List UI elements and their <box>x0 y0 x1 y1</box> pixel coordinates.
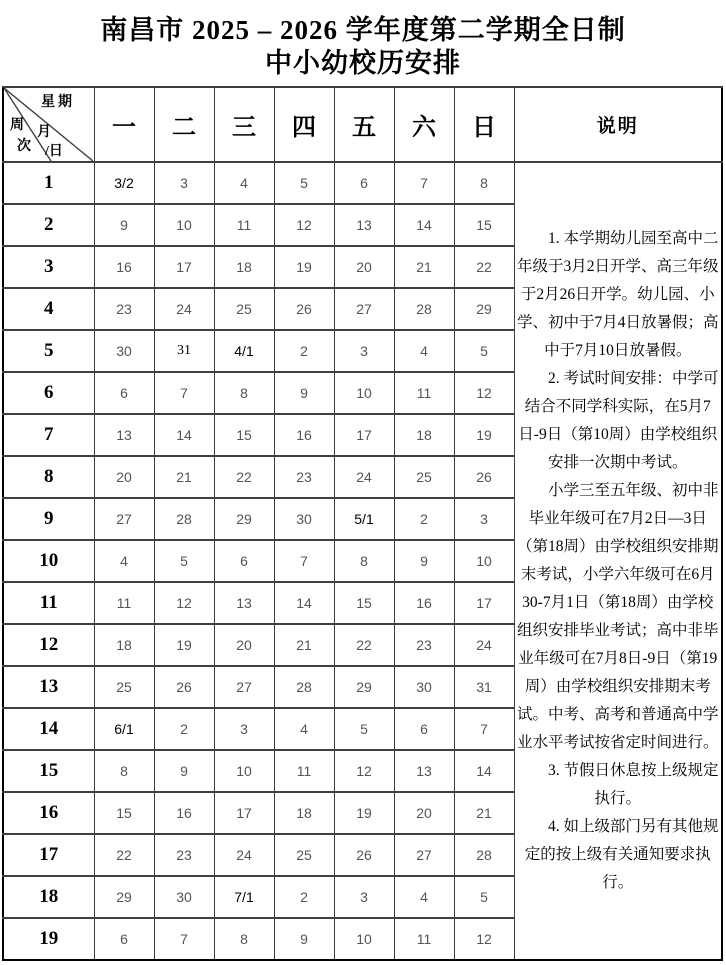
date-cell: 23 <box>94 288 154 330</box>
date-cell: 24 <box>214 834 274 876</box>
date-cell: 8 <box>214 372 274 414</box>
date-cell: 13 <box>394 750 454 792</box>
date-cell: 11 <box>394 918 454 960</box>
date-cell: 2 <box>394 498 454 540</box>
header-row <box>3 87 722 162</box>
date-cell: 29 <box>334 666 394 708</box>
day-header-tue: 二 <box>154 87 214 162</box>
date-cell: 21 <box>394 246 454 288</box>
week-number: 8 <box>3 456 94 498</box>
date-cell: 5 <box>454 330 514 372</box>
week-number: 17 <box>3 834 94 876</box>
date-cell: 5 <box>334 708 394 750</box>
date-cell: 31 <box>454 666 514 708</box>
date-cell: 18 <box>274 792 334 834</box>
date-cell: 24 <box>334 456 394 498</box>
day-header-sat: 六 <box>394 87 454 162</box>
date-cell: 6/1 <box>94 708 154 750</box>
date-cell: 9 <box>274 372 334 414</box>
date-cell: 28 <box>154 498 214 540</box>
date-cell: 12 <box>154 582 214 624</box>
page-title-line1: 南昌市 2025 – 2026 学年度第二学期全日制 <box>100 15 626 45</box>
date-cell: 8 <box>454 162 514 204</box>
date-cell: 25 <box>94 666 154 708</box>
date-cell: 7 <box>274 540 334 582</box>
week-number: 7 <box>3 414 94 456</box>
date-cell: 13 <box>334 204 394 246</box>
date-cell: 9 <box>154 750 214 792</box>
date-cell: 4 <box>94 540 154 582</box>
date-cell: 11 <box>394 372 454 414</box>
date-cell: 23 <box>394 624 454 666</box>
date-cell: 5/1 <box>334 498 394 540</box>
date-cell: 10 <box>214 750 274 792</box>
day-header-mon: 一 <box>94 87 154 162</box>
date-cell: 9 <box>274 918 334 960</box>
date-cell: 15 <box>94 792 154 834</box>
week-number: 18 <box>3 876 94 918</box>
date-cell: 20 <box>334 246 394 288</box>
date-cell: 2 <box>274 876 334 918</box>
date-cell: 7/1 <box>214 876 274 918</box>
date-cell: 14 <box>154 414 214 456</box>
date-cell: 26 <box>334 834 394 876</box>
date-cell: 25 <box>394 456 454 498</box>
date-cell: 27 <box>334 288 394 330</box>
date-cell: 12 <box>274 204 334 246</box>
date-cell: 5 <box>454 876 514 918</box>
date-cell: 3/2 <box>94 162 154 204</box>
note-paragraph: 2. 考试时间安排：中学可结合不同学科实际，在5月7日-9日（第10周）由学校组织安排一次期中考试。 <box>518 370 719 471</box>
date-cell: 31 <box>154 330 214 372</box>
date-cell: 23 <box>154 834 214 876</box>
day-header-thu: 四 <box>274 87 334 162</box>
week-row <box>3 162 722 204</box>
page-title <box>0 0 726 80</box>
date-cell: 9 <box>394 540 454 582</box>
date-cell: 26 <box>454 456 514 498</box>
date-cell: 24 <box>454 624 514 666</box>
week-number: 4 <box>3 288 94 330</box>
corner-ri-label: /日 <box>45 144 63 159</box>
date-cell: 27 <box>94 498 154 540</box>
date-cell: 11 <box>214 204 274 246</box>
date-cell: 16 <box>154 792 214 834</box>
date-cell: 21 <box>274 624 334 666</box>
date-cell: 8 <box>334 540 394 582</box>
date-cell: 30 <box>154 876 214 918</box>
date-cell: 11 <box>94 582 154 624</box>
date-cell: 11 <box>274 750 334 792</box>
week-number: 5 <box>3 330 94 372</box>
date-cell: 17 <box>454 582 514 624</box>
calendar-body <box>3 162 722 960</box>
date-cell: 26 <box>274 288 334 330</box>
date-cell: 17 <box>334 414 394 456</box>
date-cell: 29 <box>214 498 274 540</box>
date-cell: 8 <box>214 918 274 960</box>
date-cell: 19 <box>454 414 514 456</box>
date-cell: 6 <box>394 708 454 750</box>
date-cell: 4/1 <box>214 330 274 372</box>
week-number: 10 <box>3 540 94 582</box>
date-cell: 7 <box>394 162 454 204</box>
date-cell: 10 <box>334 918 394 960</box>
date-cell: 4 <box>394 330 454 372</box>
date-cell: 24 <box>154 288 214 330</box>
date-cell: 27 <box>394 834 454 876</box>
week-number: 3 <box>3 246 94 288</box>
date-cell: 15 <box>454 204 514 246</box>
date-cell: 22 <box>94 834 154 876</box>
date-cell: 2 <box>154 708 214 750</box>
date-cell: 10 <box>154 204 214 246</box>
corner-yue-label: 月 <box>37 125 51 140</box>
corner-zhou-label: 周 <box>10 118 24 133</box>
date-cell: 12 <box>454 372 514 414</box>
date-cell: 7 <box>154 372 214 414</box>
date-cell: 5 <box>274 162 334 204</box>
week-number: 19 <box>3 918 94 960</box>
week-number: 6 <box>3 372 94 414</box>
date-cell: 3 <box>214 708 274 750</box>
date-cell: 3 <box>154 162 214 204</box>
date-cell: 10 <box>334 372 394 414</box>
date-cell: 17 <box>154 246 214 288</box>
calendar-table <box>2 86 723 961</box>
date-cell: 21 <box>154 456 214 498</box>
date-cell: 30 <box>394 666 454 708</box>
date-cell: 17 <box>214 792 274 834</box>
week-number: 1 <box>3 162 94 204</box>
date-cell: 4 <box>394 876 454 918</box>
corner-week-label: 星期 <box>41 95 75 110</box>
date-cell: 19 <box>334 792 394 834</box>
week-number: 9 <box>3 498 94 540</box>
date-cell: 6 <box>214 540 274 582</box>
notes-cell <box>514 162 722 960</box>
date-cell: 8 <box>94 750 154 792</box>
week-number: 12 <box>3 624 94 666</box>
date-cell: 12 <box>334 750 394 792</box>
date-cell: 14 <box>454 750 514 792</box>
date-cell: 18 <box>394 414 454 456</box>
date-cell: 25 <box>274 834 334 876</box>
date-cell: 22 <box>214 456 274 498</box>
date-cell: 19 <box>274 246 334 288</box>
date-cell: 20 <box>94 456 154 498</box>
date-cell: 9 <box>94 204 154 246</box>
date-cell: 15 <box>214 414 274 456</box>
date-cell: 10 <box>454 540 514 582</box>
date-cell: 28 <box>274 666 334 708</box>
date-cell: 13 <box>214 582 274 624</box>
date-cell: 16 <box>94 246 154 288</box>
week-number: 13 <box>3 666 94 708</box>
date-cell: 3 <box>454 498 514 540</box>
corner-ci-label: 次 <box>17 139 31 154</box>
date-cell: 15 <box>334 582 394 624</box>
date-cell: 3 <box>334 876 394 918</box>
week-number: 2 <box>3 204 94 246</box>
date-cell: 25 <box>214 288 274 330</box>
date-cell: 2 <box>274 330 334 372</box>
date-cell: 21 <box>454 792 514 834</box>
date-cell: 4 <box>274 708 334 750</box>
date-cell: 23 <box>274 456 334 498</box>
corner-header <box>3 87 94 162</box>
date-cell: 12 <box>454 918 514 960</box>
note-paragraph: 3. 节假日休息按上级规定执行。 <box>547 762 719 807</box>
date-cell: 16 <box>274 414 334 456</box>
date-cell: 26 <box>154 666 214 708</box>
date-cell: 16 <box>394 582 454 624</box>
date-cell: 18 <box>214 246 274 288</box>
notes-header: 说明 <box>514 87 722 162</box>
date-cell: 7 <box>154 918 214 960</box>
page-title-line2: 中小幼校历安排 <box>265 48 461 78</box>
date-cell: 14 <box>394 204 454 246</box>
date-cell: 29 <box>94 876 154 918</box>
date-cell: 3 <box>334 330 394 372</box>
date-cell: 7 <box>454 708 514 750</box>
date-cell: 28 <box>454 834 514 876</box>
week-number: 14 <box>3 708 94 750</box>
date-cell: 27 <box>214 666 274 708</box>
day-header-fri: 五 <box>334 87 394 162</box>
date-cell: 22 <box>454 246 514 288</box>
date-cell: 13 <box>94 414 154 456</box>
date-cell: 4 <box>214 162 274 204</box>
week-number: 16 <box>3 792 94 834</box>
date-cell: 6 <box>94 918 154 960</box>
date-cell: 6 <box>334 162 394 204</box>
date-cell: 14 <box>274 582 334 624</box>
day-header-sun: 日 <box>454 87 514 162</box>
date-cell: 20 <box>394 792 454 834</box>
date-cell: 28 <box>394 288 454 330</box>
note-paragraph: 1. 本学期幼儿园至高中二年级于3月2日开学、高三年级于2月26日开学。幼儿园、小学、初中于7月4日放暑假；高中于7月10日放暑假。 <box>516 230 719 359</box>
date-cell: 6 <box>94 372 154 414</box>
date-cell: 18 <box>94 624 154 666</box>
note-paragraph: 小学三至五年级、初中非毕业年级可在7月2日—3日（第18周）由学校组织安排期末考试，小学六年级可在6月30-7月1日（第18周）由学校组织安排毕业考试；高中非毕业年级可在7月8日-9日（第19周）由学校组织安排期末考试。中考、高考和普通高中学业水平考试按省定时间进行。 <box>516 482 719 751</box>
date-cell: 30 <box>274 498 334 540</box>
date-cell: 20 <box>214 624 274 666</box>
date-cell: 5 <box>154 540 214 582</box>
date-cell: 19 <box>154 624 214 666</box>
week-number: 11 <box>3 582 94 624</box>
date-cell: 22 <box>334 624 394 666</box>
week-number: 15 <box>3 750 94 792</box>
day-header-wed: 三 <box>214 87 274 162</box>
note-paragraph: 4. 如上级部门另有其他规定的按上级有关通知要求执行。 <box>524 818 719 891</box>
date-cell: 29 <box>454 288 514 330</box>
date-cell: 30 <box>94 330 154 372</box>
